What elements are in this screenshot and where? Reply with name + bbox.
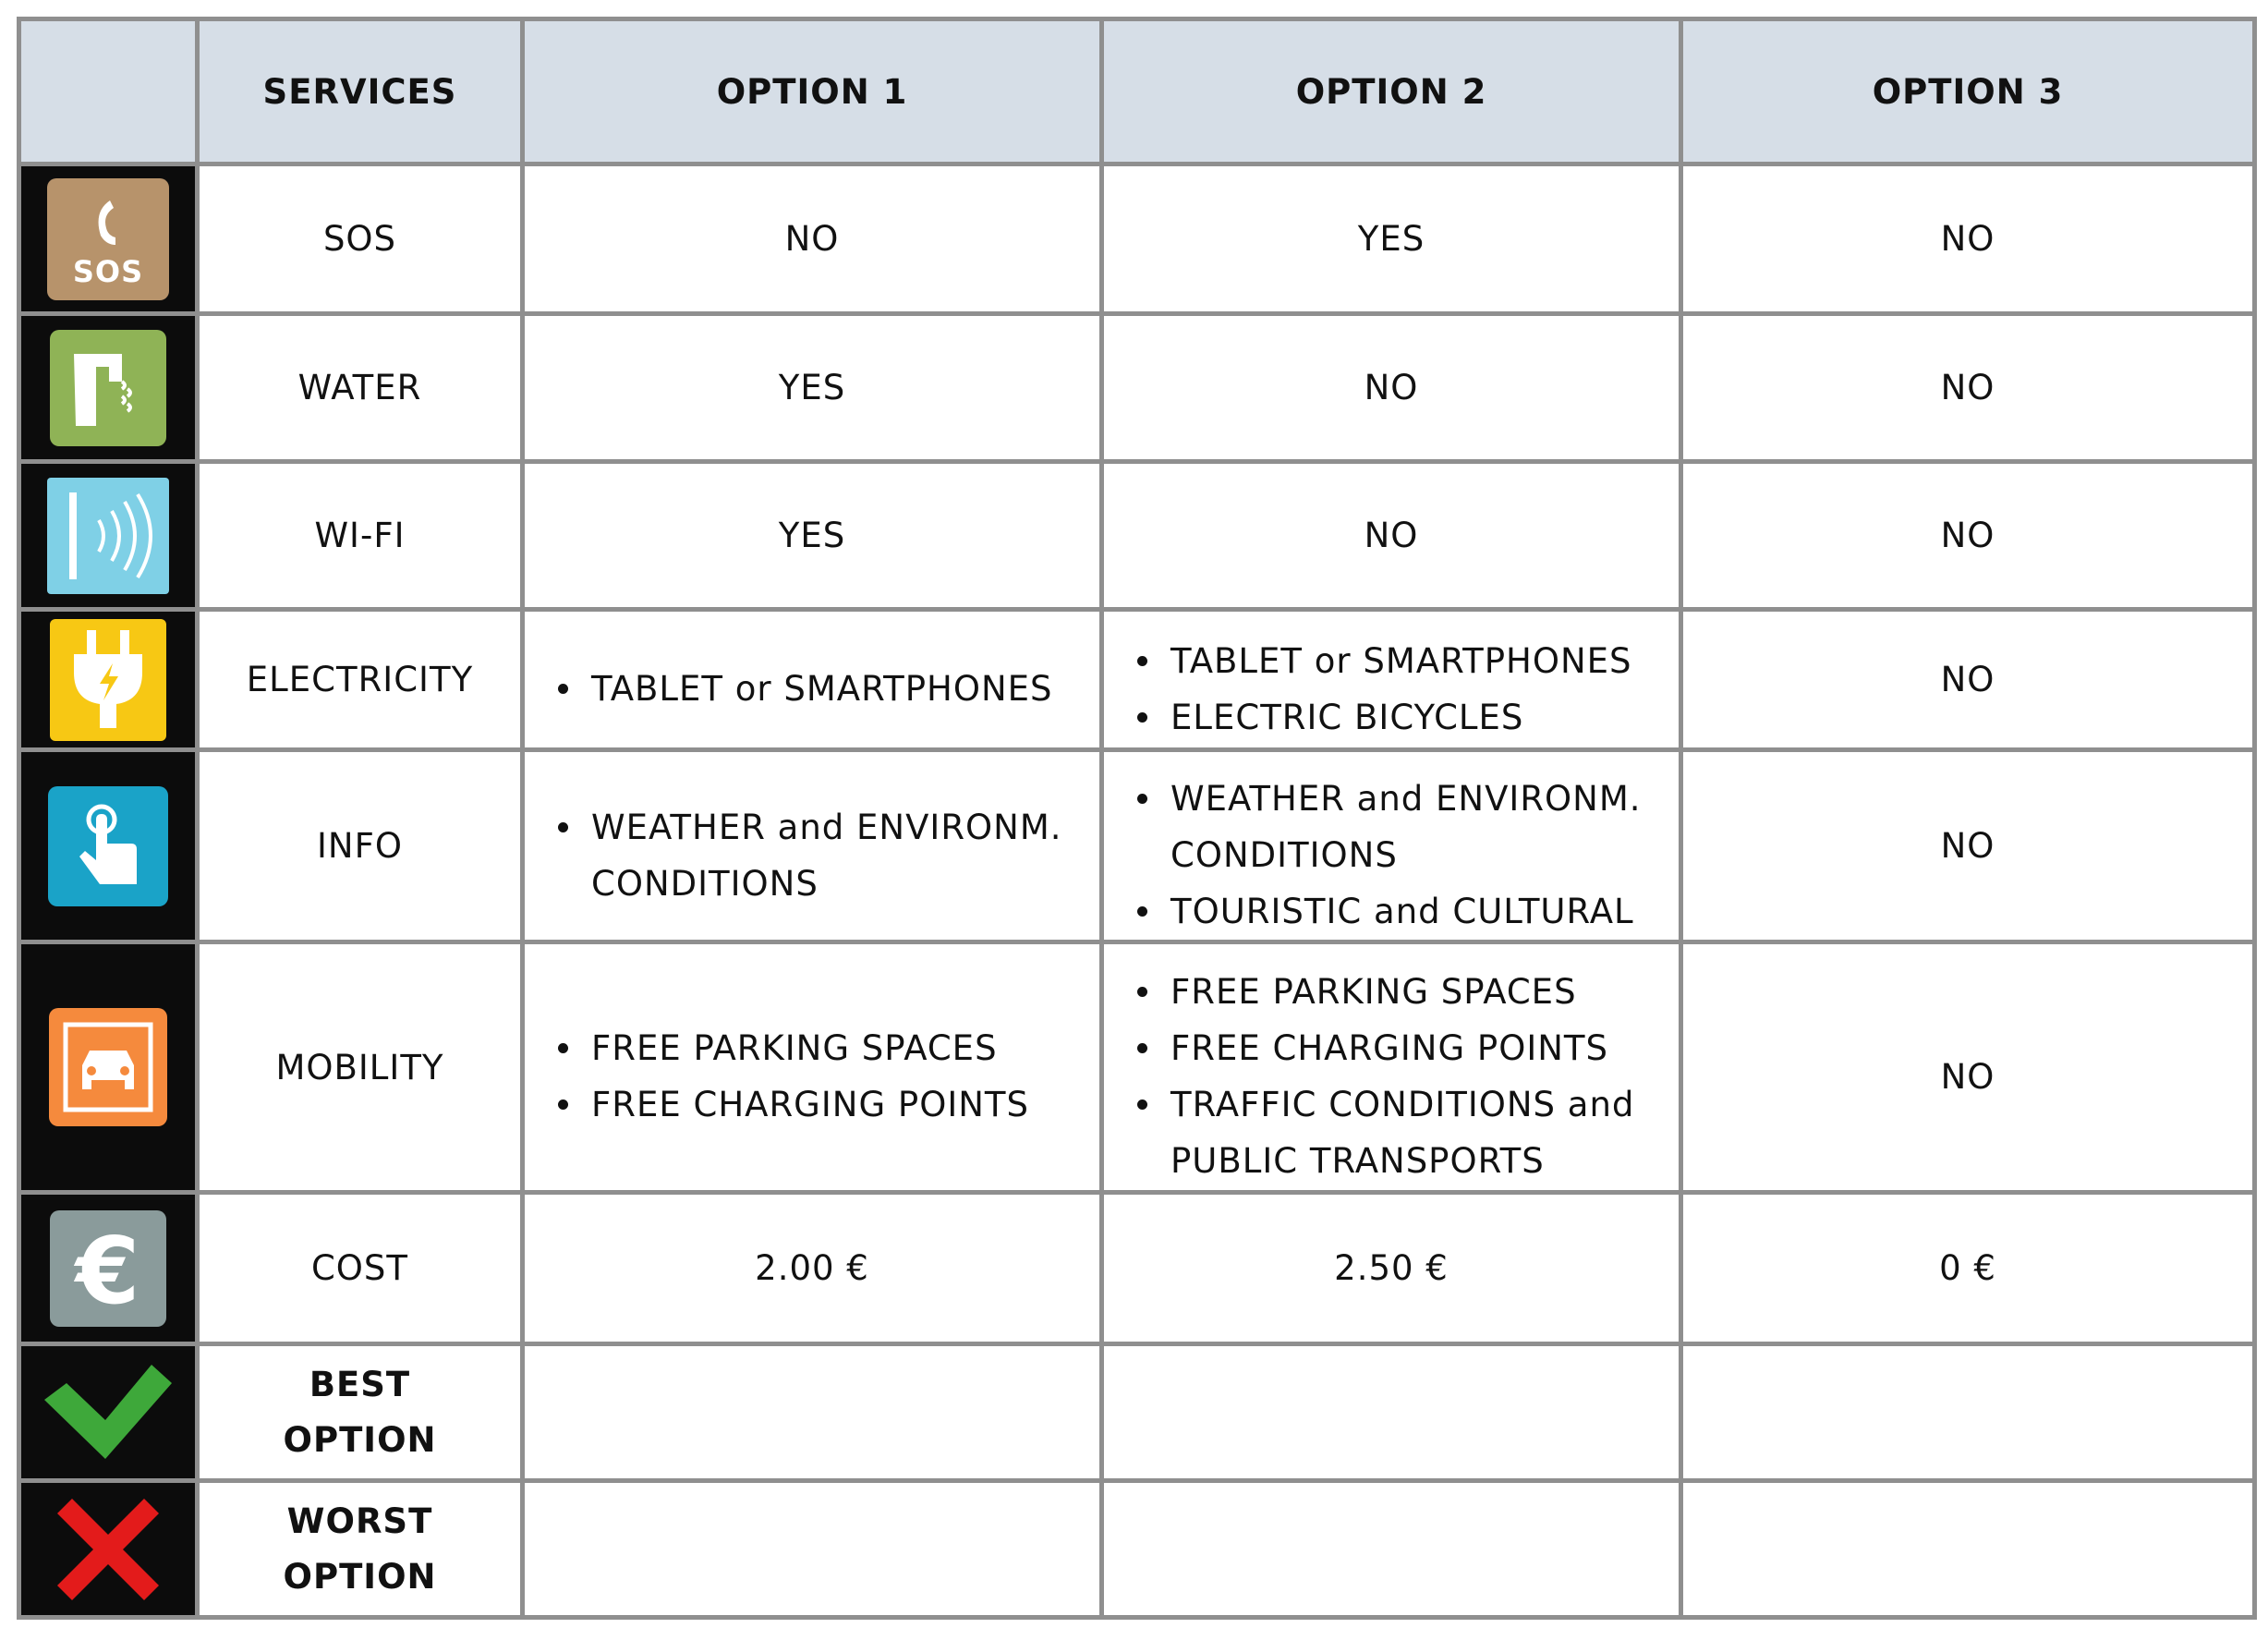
mobility-option-3: NO — [1681, 942, 2255, 1193]
sos-phone-icon — [43, 175, 173, 304]
list-item: FREE CHARGING POINTS — [552, 1076, 1090, 1133]
euro-icon — [46, 1207, 170, 1330]
service-mobility: MOBILITY — [198, 942, 523, 1193]
service-electricity: ELECTRICITY — [198, 610, 523, 750]
list-item: TOURISTIC and CULTURAL — [1132, 883, 1669, 940]
water-option-2: NO — [1102, 314, 1681, 462]
worst-option-3 — [1681, 1481, 2255, 1618]
row-icon-cell — [19, 1193, 198, 1344]
mobility-option-2 — [1102, 942, 1681, 1193]
svg-text:SOS: SOS — [72, 253, 144, 289]
bullet-list — [1104, 771, 1679, 940]
list-item: FREE PARKING SPACES — [552, 1020, 1090, 1076]
service-water: WATER — [198, 314, 523, 462]
row-icon-cell — [19, 314, 198, 462]
bullet-list — [525, 799, 1099, 912]
service-cost: COST — [198, 1193, 523, 1344]
best-option-3 — [1681, 1344, 2255, 1481]
row-cost — [19, 1193, 2255, 1344]
list-item: TRAFFIC CONDITIONS and PUBLIC TRANSPORTS — [1132, 1076, 1669, 1189]
worst-label-line2: OPTION — [283, 1556, 437, 1597]
row-icon-cell — [19, 462, 198, 610]
row-icon-cell — [19, 610, 198, 750]
bullet-list — [525, 1020, 1099, 1133]
green-check-icon — [39, 1357, 177, 1468]
row-icon-cell — [19, 1481, 198, 1618]
cost-option-1: 2.00 € — [523, 1193, 1102, 1344]
header-icon-column — [19, 19, 198, 164]
info-option-2 — [1102, 750, 1681, 942]
wifi-signal-icon — [43, 474, 173, 598]
info-option-3: NO — [1681, 750, 2255, 942]
best-label-line1: BEST — [309, 1364, 411, 1404]
row-water — [19, 314, 2255, 462]
service-info: INFO — [198, 750, 523, 942]
service-wifi: WI-FI — [198, 462, 523, 610]
water-option-3: NO — [1681, 314, 2255, 462]
worst-label-line1: WORST — [286, 1500, 433, 1541]
service-sos: SOS — [198, 164, 523, 314]
service-best-option — [198, 1344, 523, 1481]
wifi-option-2: NO — [1102, 462, 1681, 610]
water-tap-icon — [46, 326, 170, 450]
row-mobility — [19, 942, 2255, 1193]
header-option-2: OPTION 2 — [1102, 19, 1681, 164]
electricity-option-2 — [1102, 610, 1681, 750]
bullet-list — [1104, 633, 1679, 746]
row-best-option — [19, 1344, 2255, 1481]
services-comparison-table — [17, 17, 2257, 1620]
electricity-option-3: NO — [1681, 610, 2255, 750]
row-electricity — [19, 610, 2255, 750]
car-parking-icon — [45, 1004, 171, 1130]
worst-option-2 — [1102, 1481, 1681, 1618]
list-item: FREE PARKING SPACES — [1132, 964, 1669, 1020]
best-option-1 — [523, 1344, 1102, 1481]
sos-option-3: NO — [1681, 164, 2255, 314]
list-item: FREE CHARGING POINTS — [1132, 1020, 1669, 1076]
sos-option-1: NO — [523, 164, 1102, 314]
list-item: ELECTRIC BICYCLES — [1132, 689, 1669, 746]
svg-text:€: € — [75, 1216, 141, 1325]
info-option-1 — [523, 750, 1102, 942]
best-label-line2: OPTION — [283, 1419, 437, 1460]
list-item: TABLET or SMARTPHONES — [1132, 633, 1669, 689]
row-wifi — [19, 462, 2255, 610]
header-option-3: OPTION 3 — [1681, 19, 2255, 164]
list-item: TABLET or SMARTPHONES — [552, 661, 1090, 717]
row-sos — [19, 164, 2255, 314]
wifi-option-3: NO — [1681, 462, 2255, 610]
row-icon-cell — [19, 750, 198, 942]
row-icon-cell — [19, 164, 198, 314]
water-option-1: YES — [523, 314, 1102, 462]
red-cross-icon — [48, 1489, 168, 1610]
header-option-1: OPTION 1 — [523, 19, 1102, 164]
bullet-list — [525, 661, 1099, 717]
electricity-option-1 — [523, 610, 1102, 750]
header-services: SERVICES — [198, 19, 523, 164]
row-icon-cell — [19, 942, 198, 1193]
row-info — [19, 750, 2255, 942]
row-icon-cell — [19, 1344, 198, 1481]
service-worst-option — [198, 1481, 523, 1618]
list-item: WEATHER and ENVIRONM. CONDITIONS — [1132, 771, 1669, 883]
mobility-option-1 — [523, 942, 1102, 1193]
cost-option-2: 2.50 € — [1102, 1193, 1681, 1344]
worst-option-1 — [523, 1481, 1102, 1618]
header-row — [19, 19, 2255, 164]
best-option-2 — [1102, 1344, 1681, 1481]
electric-plug-icon — [46, 615, 170, 745]
row-worst-option — [19, 1481, 2255, 1618]
list-item: WEATHER and ENVIRONM. CONDITIONS — [552, 799, 1090, 912]
cost-option-3: 0 € — [1681, 1193, 2255, 1344]
touch-hand-icon — [44, 783, 172, 910]
sos-option-2: YES — [1102, 164, 1681, 314]
bullet-list — [1104, 964, 1679, 1189]
wifi-option-1: YES — [523, 462, 1102, 610]
